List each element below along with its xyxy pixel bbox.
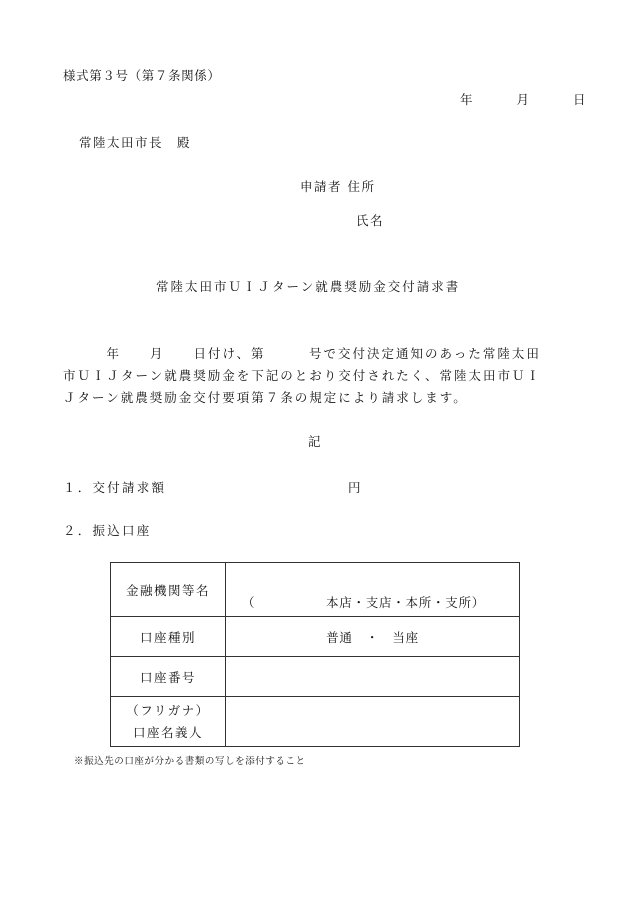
- body-line-2: 市ＵＩＪターン就農奨励金を下記のとおり交付されたく、常陸太田市ＵＩ: [63, 368, 542, 383]
- footnote: ※振込先の口座が分かる書類の写しを添付すること: [74, 756, 306, 767]
- body-text: [63, 343, 583, 409]
- account-number-cell[interactable]: [226, 657, 520, 697]
- account-holder-kana-label: （フリガナ）: [126, 702, 210, 718]
- bank-name-label: 金融機関等名: [111, 563, 226, 617]
- account-holder-cell[interactable]: [226, 697, 520, 747]
- applicant-address-label: 申請者 住所: [300, 179, 376, 194]
- bank-open-paren: （: [242, 595, 255, 610]
- table-row: [111, 657, 520, 697]
- applicant-name-label: 氏名: [356, 213, 385, 228]
- account-type-options[interactable]: 普通 ・ 当座: [226, 617, 520, 657]
- body-line-3: Ｊターン就農奨励金交付要項第７条の規定により請求します。: [63, 390, 468, 405]
- bank-account-table: [110, 562, 520, 747]
- account-holder-label: [111, 697, 226, 747]
- account-number-label: 口座番号: [111, 657, 226, 697]
- document-title: 常陸太田市ＵＩＪターン就農奨励金交付請求書: [156, 279, 461, 294]
- account-type-label: 口座種別: [111, 617, 226, 657]
- bank-name-cell[interactable]: [226, 563, 520, 617]
- form-number: 様式第３号（第７条関係）: [63, 68, 221, 83]
- addressee: 常陸太田市長 殿: [79, 135, 192, 150]
- date-day-label: 日: [572, 92, 586, 107]
- table-row: [111, 563, 520, 617]
- item1-label: １．交付請求額: [63, 480, 167, 495]
- item2-label: ２．振込口座: [63, 523, 152, 538]
- date-line: [460, 90, 585, 108]
- account-holder-name-label: 口座名義人: [132, 724, 203, 740]
- bank-branch-options: 本店・支店・本所・支所）: [326, 595, 486, 610]
- date-year-label: 年: [460, 92, 473, 107]
- table-row: [111, 697, 520, 747]
- table-row: [111, 617, 520, 657]
- item1-unit: 円: [348, 480, 361, 495]
- date-month-label: 月: [516, 92, 529, 107]
- body-line-1: 年 月 日付け、第 号で交付決定通知のあった常陸太田: [63, 346, 541, 361]
- ki-heading: 記: [308, 434, 321, 449]
